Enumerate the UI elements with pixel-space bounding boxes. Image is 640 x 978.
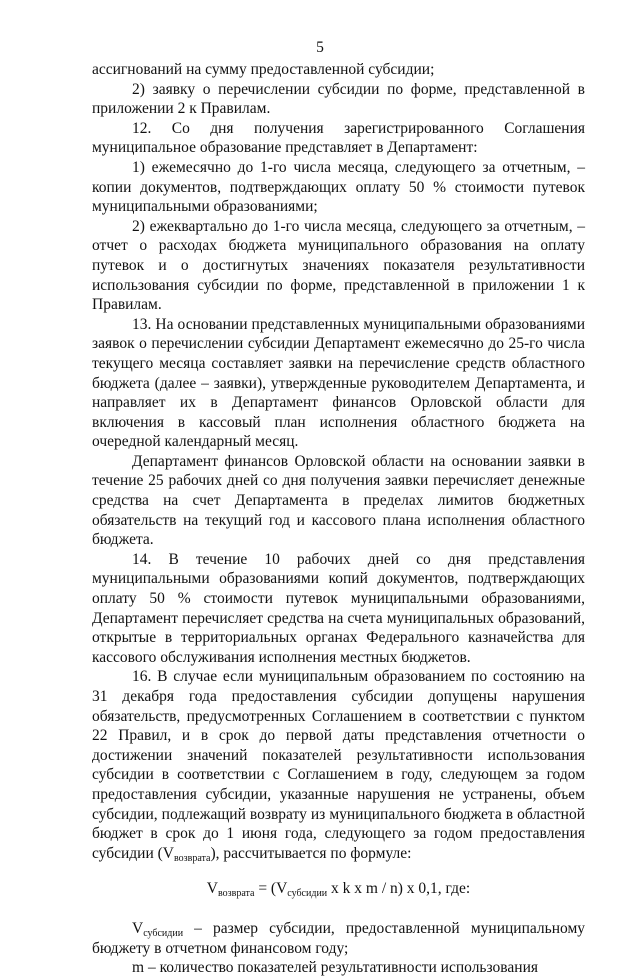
paragraph-1: ассигнований на сумму предоставленной субсидии;: [92, 61, 435, 78]
definition-symbol-sub: субсидии: [143, 927, 184, 939]
document-body: [92, 60, 585, 978]
paragraph-7: Департамент финансов Орловской области на основании заявки в течение 25 рабочих дней со дня получения заявки перечисляет денежные средства на счет Департамента в пределах лимитов бюджетных обязательств на текущий год и кассового плана исполнения областного бюджета.: [92, 452, 585, 549]
paragraph-6: 13. На основании представленных муниципальными образованиями заявок о перечислении субсидии Департамент ежемесячно до 25-го числа текущего месяца составляет заявки на перечисление средств областного бюджета (далее – заявки), утвержденные руководителем Департамента, и направляет их в Департамент финансов Орловской области для включения в кассовый план исполнения областного бюджета на очередной календарный месяц.: [92, 315, 585, 451]
paragraph-3: 12. Со дня получения зарегистрированного Соглашения муниципальное образование представляет в Департамент:: [92, 119, 585, 157]
paragraph-5: 2) ежеквартально до 1-го числа месяца, следующего за отчетным, – отчет о расходах бюджета муниципального образования на оплату путевок и о достигнутых значениях показателя результативности использования субсидии по форме, представленной в приложении 1 к Правилам.: [92, 217, 585, 314]
paragraph-4: 1) ежемесячно до 1-го числа месяца, следующего за отчетным, – копии документов, подтверждающих оплату 50 % стоимости путевок муниципальными образованиями;: [92, 158, 585, 216]
definition-m: [92, 958, 585, 978]
paragraph-8: 14. В течение 10 рабочих дней со дня представления муниципальными образованиями копий документов, подтверждающих оплату 50 % стоимости путевок муниципальными образованиями, Департамент перечисляет средства на счета муниципальных образований, открытые в территориальных органах Федерального казначейства для кассового обслуживания исполнения местных бюджетов.: [92, 550, 585, 666]
paragraph-9-text: 16. В случае если муниципальным образованием по состоянию на 31 декабря года предоставления субсидии допущены нарушения обязательств, предусмотренных Соглашением в соответствии с пунктом 22 Правил, и в срок до первой даты представления отчетности о достижении значений показателей результативности использования субсидии в соответствии с Соглашением в году, следующем за годом предоставления субсидии, указанные нарушения не устранены, объем субсидии, подлежащий возврату из муниципального бюджета в областной бюджет в срок до 1 июня года, следующего за годом предоставления субсидии (V: [92, 668, 585, 862]
formula-mid1: = (V: [254, 880, 288, 898]
paragraph-9-tail: ), рассчитывается по формуле:: [210, 844, 412, 862]
formula-sub-return: возврата: [218, 888, 255, 900]
formula-mid2: x k x m / n) x 0,1, где:: [327, 880, 471, 898]
page-number: 5: [316, 39, 324, 56]
formula-v1: V: [206, 880, 218, 898]
paragraph-9-subscript: возврата: [174, 852, 211, 864]
definition-symbol: V: [132, 919, 144, 937]
definition-text: – количество показателей результативности использования: [144, 959, 538, 977]
definition-v-subsidy: [92, 919, 585, 958]
paragraph-9: [92, 667, 585, 863]
paragraph-2: 2) заявку о перечислении субсидии по форме, представленной в приложении 2 к Правилам.: [92, 80, 585, 118]
definition-symbol: m: [132, 959, 145, 977]
return-formula: [92, 879, 585, 899]
formula-sub-subsidy: субсидии: [287, 888, 328, 900]
definition-text: – размер субсидии, предоставленной муниципальному бюджету в отчетном финансовом году;: [92, 919, 585, 957]
